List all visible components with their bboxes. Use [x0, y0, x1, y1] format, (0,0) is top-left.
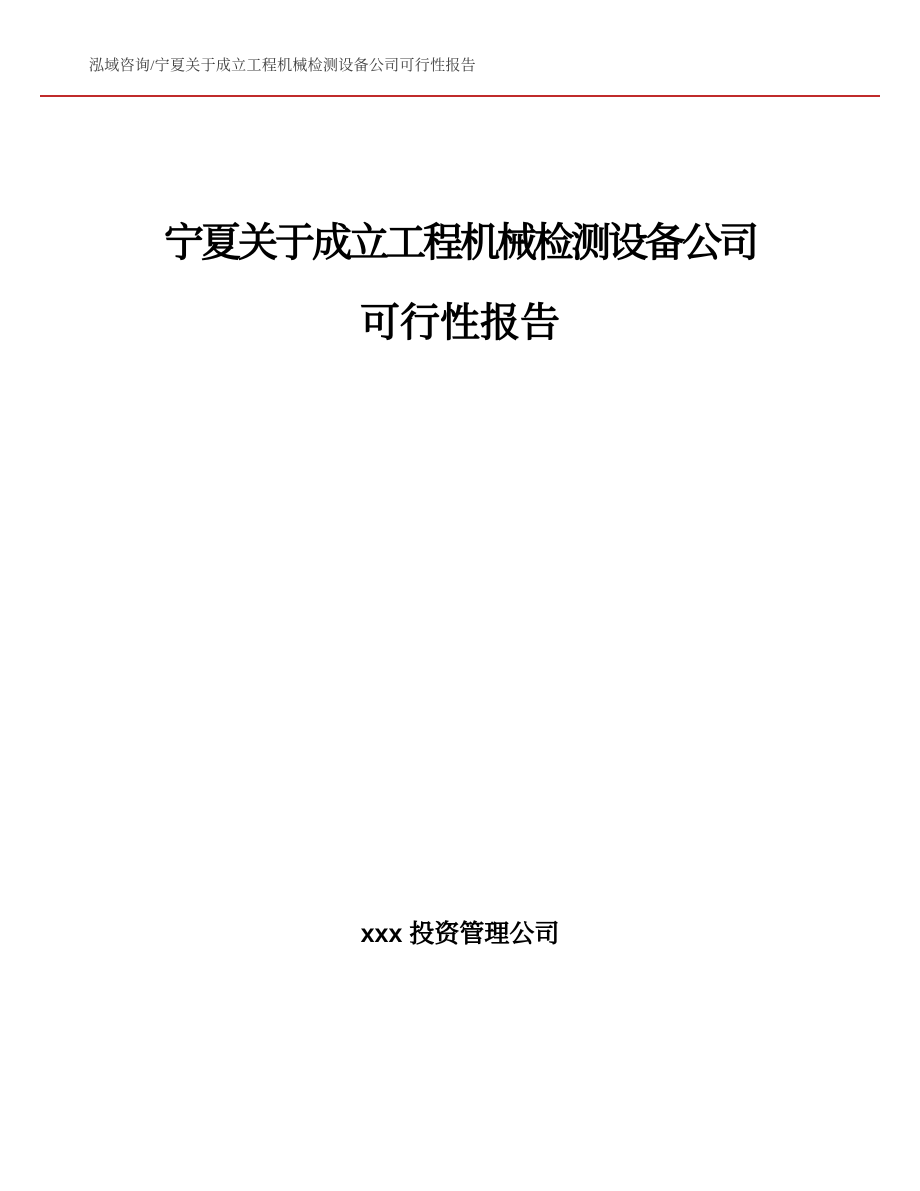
cover-title-block [0, 221, 920, 345]
cover-title-line2: 可行性报告 [360, 301, 560, 345]
company-name: xxx 投资管理公司 [360, 920, 560, 948]
running-header: 泓域咨询/宁夏关于成立工程机械检测设备公司可行性报告 [89, 58, 476, 74]
header-rule-divider [40, 95, 880, 97]
cover-title-line1: 宁夏关于成立工程机械检测设备公司 [164, 221, 756, 265]
